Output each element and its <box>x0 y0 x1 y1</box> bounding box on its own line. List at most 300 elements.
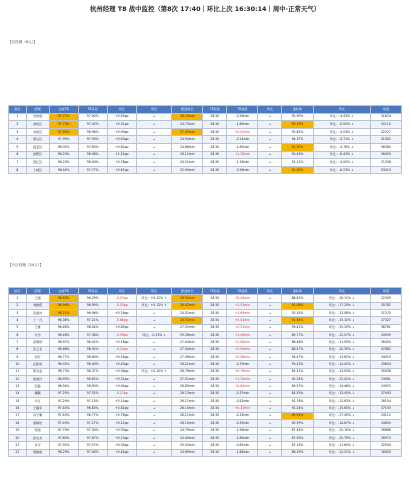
table-cell: +0.99pp <box>107 128 136 136</box>
table-cell: 2 <box>9 302 27 309</box>
table-cell: → <box>136 166 171 174</box>
table-cell: -0.24pp <box>107 346 136 353</box>
table-cell: 环比：-13.03% ↓ <box>313 368 370 375</box>
table-row[interactable] <box>9 398 402 405</box>
table-cell: 94.37% <box>282 136 313 144</box>
table-cell: 30056 <box>370 368 401 375</box>
column-header[interactable]: 准时率 <box>282 106 313 114</box>
table-cell: +0.31pp <box>107 121 136 129</box>
table-cell: 28.50 <box>203 354 227 361</box>
table-cell: → <box>136 398 171 405</box>
table-row[interactable] <box>9 361 402 368</box>
district-managers-table <box>8 105 402 174</box>
table-cell: → <box>258 143 282 151</box>
table-cell: 24.94min <box>172 136 203 144</box>
table-cell: 97.40% <box>49 412 78 419</box>
table-cell: +0.36pp <box>107 368 136 375</box>
table-cell: -1.56min <box>227 427 258 434</box>
table-cell: → <box>258 368 282 375</box>
table-cell: → <box>258 121 282 129</box>
table-cell: +0.58min <box>227 354 258 361</box>
table-cell: 环比：-3.71% ↓ <box>313 136 370 144</box>
table-cell: 24.69min <box>172 449 203 456</box>
table-cell: 28.50 <box>203 151 227 159</box>
table-cell: 环比：-13.45% ↓ <box>313 390 370 397</box>
column-header[interactable]: 排名 <box>9 106 27 114</box>
table-cell: 张磊 <box>26 383 49 390</box>
table-row[interactable] <box>9 442 402 449</box>
table-cell: 56409 <box>370 151 401 159</box>
table-cell: → <box>258 376 282 383</box>
table-cell: +0.05min <box>227 128 258 136</box>
table-cell: -0.37min <box>227 390 258 397</box>
table-cell: 16 <box>9 405 27 412</box>
table-cell: 96.77% <box>49 354 78 361</box>
column-header[interactable]: 环比 <box>313 288 370 295</box>
column-header[interactable]: 单量 <box>370 288 401 295</box>
table-cell: → <box>136 310 171 317</box>
table-cell: 刘芳 <box>26 354 49 361</box>
table-cell: 28.50 <box>203 143 227 151</box>
table-row[interactable] <box>9 427 402 434</box>
table-cell: 32544 <box>370 442 401 449</box>
table-cell: 丁一凡 <box>26 317 49 324</box>
table-header-row <box>9 288 402 295</box>
table-cell: 22309 <box>370 295 401 302</box>
table-row[interactable] <box>9 136 402 144</box>
table-row[interactable] <box>9 412 402 419</box>
table-cell: 5 <box>9 324 27 331</box>
table-cell: 97.57% <box>78 442 107 449</box>
table-row[interactable] <box>9 346 402 353</box>
table-cell: 97.00% <box>78 113 107 121</box>
table-row[interactable] <box>9 302 402 309</box>
table-cell: 28.50 <box>203 346 227 353</box>
table-cell: 91.12% <box>282 159 313 167</box>
table-cell: 26.12min <box>172 151 203 159</box>
table-row[interactable] <box>9 405 402 412</box>
table-cell: +0.03min <box>227 317 258 324</box>
column-header[interactable]: T8差值 <box>227 106 258 114</box>
table-cell: 96.63% <box>78 405 107 412</box>
table-cell: 97.99% <box>49 136 78 144</box>
table-cell: → <box>136 383 171 390</box>
table-cell: 89.77% <box>282 332 313 339</box>
column-header[interactable]: 环比 <box>258 288 282 295</box>
table-cell: 27.06min <box>172 354 203 361</box>
table-cell: 92.76% <box>282 398 313 405</box>
table-cell: 28.50 <box>203 121 227 129</box>
table-cell: → <box>258 113 282 121</box>
table-cell: → <box>258 412 282 419</box>
table-cell: 余杭区 <box>26 121 49 129</box>
table-cell: 21 <box>9 442 27 449</box>
column-header[interactable]: 排名 <box>9 288 27 295</box>
table-cell: 96.62% <box>78 376 107 383</box>
table-cell: +2.08min <box>227 339 258 346</box>
table-cell: +0.04pp <box>107 383 136 390</box>
table-cell: → <box>136 449 171 456</box>
table-cell: 97.27% <box>78 420 107 427</box>
column-header[interactable]: 环比 <box>107 288 136 295</box>
table-row[interactable] <box>9 143 402 151</box>
table-cell: 28.24min <box>172 113 203 121</box>
table-cell: 环比：-6.43% ↓ <box>313 151 370 159</box>
column-header[interactable]: 经理 <box>26 106 49 114</box>
table-row[interactable] <box>9 354 402 361</box>
table-cell: → <box>258 295 282 302</box>
table-cell: → <box>136 420 171 427</box>
table-cell: 87.45% <box>282 427 313 434</box>
table-cell: 28.50 <box>203 332 227 339</box>
table-cell: → <box>258 390 282 397</box>
table-cell: 92.90% <box>282 113 313 121</box>
table-cell: 28.50 <box>203 166 227 174</box>
table-cell: → <box>136 390 171 397</box>
table-row[interactable] <box>9 121 402 129</box>
table-cell: +0.44pp <box>107 449 136 456</box>
table-cell: -3.56min <box>227 166 258 174</box>
table-cell: 14 <box>9 390 27 397</box>
table-cell: +0.78min <box>227 368 258 375</box>
table-row[interactable] <box>9 376 402 383</box>
table-cell: 21370 <box>370 310 401 317</box>
table-cell: -1.80min <box>227 434 258 441</box>
table-cell: 13 <box>9 383 27 390</box>
table-cell: 环比：-10.11% ↓ <box>313 295 370 302</box>
table-cell: 50110 <box>370 121 401 129</box>
table-cell: → <box>136 143 171 151</box>
table-cell: 38761 <box>370 324 401 331</box>
table-cell: -0.03pp <box>107 302 136 309</box>
table-cell: 17 <box>9 412 27 419</box>
table-cell: 汪新雨 <box>26 361 49 368</box>
column-header[interactable]: 环比 <box>107 106 136 114</box>
table-cell: +0.16pp <box>107 354 136 361</box>
table-cell: 26.14min <box>172 405 203 412</box>
column-header[interactable]: 环比 <box>136 288 171 295</box>
table-cell: → <box>258 151 282 159</box>
table-cell: -0.07pp <box>107 295 136 302</box>
table-cell: → <box>258 346 282 353</box>
table-cell: 96.37% <box>78 368 107 375</box>
table-cell: 王豪 <box>26 324 49 331</box>
table-cell: 26.10min <box>172 420 203 427</box>
column-header[interactable]: 配送时长 <box>172 106 203 114</box>
table-cell: +1.49min <box>227 332 258 339</box>
column-header[interactable]: 配送时长 <box>172 288 203 295</box>
table-cell: 22 <box>9 449 27 456</box>
table-cell: -1.84min <box>227 449 258 456</box>
table-cell: 96.20% <box>49 159 78 167</box>
table-cell: 91.08% <box>282 302 313 309</box>
table-row[interactable] <box>9 390 402 397</box>
table-row[interactable] <box>9 128 402 136</box>
table-cell: 28.50 <box>203 442 227 449</box>
table-cell: → <box>258 398 282 405</box>
section-label-district-managers: 【区经理（6人）】 <box>8 40 38 44</box>
table-cell: 92.62% <box>282 128 313 136</box>
table-cell: -0.33min <box>227 412 258 419</box>
table-cell: → <box>258 442 282 449</box>
table-cell: → <box>258 159 282 167</box>
table-cell: +1.35min <box>227 376 258 383</box>
table-row[interactable] <box>9 434 402 441</box>
table-cell: 96.92% <box>78 346 107 353</box>
table-cell: -0.81min <box>227 442 258 449</box>
table-cell: 环比：-15.60% ↓ <box>313 405 370 412</box>
column-header[interactable]: 完成T8 <box>49 288 78 295</box>
table-cell: +0.82pp <box>107 405 136 412</box>
table-cell: 92.33% <box>282 310 313 317</box>
table-cell: → <box>258 128 282 136</box>
table-cell: 28.50 <box>203 434 227 441</box>
table-cell: 36360 <box>370 143 401 151</box>
table-cell: -1.18min <box>227 159 258 167</box>
table-cell: 96.29% <box>49 449 78 456</box>
table-cell: 滨江区 <box>26 159 49 167</box>
table-cell: 28.50 <box>203 390 227 397</box>
table-cell: 87.14% <box>282 442 313 449</box>
table-cell: → <box>258 405 282 412</box>
table-cell: 26.89min <box>172 383 203 390</box>
table-cell: 32227 <box>370 128 401 136</box>
table-cell: 卢红 <box>26 398 49 405</box>
table-cell: 1 <box>9 113 27 121</box>
table-cell: 上城区 <box>26 166 49 174</box>
table-cell: +0.84min <box>227 383 258 390</box>
table-cell: +0.62pp <box>107 143 136 151</box>
table-row[interactable] <box>9 449 402 456</box>
table-cell: 11 <box>9 368 27 375</box>
table-cell: 3 <box>9 310 27 317</box>
table-cell: +0.33min <box>227 405 258 412</box>
table-cell: 环比：-14.46% ↓ <box>313 383 370 390</box>
table-row[interactable] <box>9 159 402 167</box>
table-cell: 环比：-15.20% ↓ <box>313 324 370 331</box>
table-cell: 97.40% <box>49 405 78 412</box>
table-cell: 35782 <box>370 302 401 309</box>
table-cell: → <box>136 354 171 361</box>
table-row[interactable] <box>9 113 402 121</box>
table-cell: 97.73% <box>49 121 78 129</box>
table-cell: → <box>258 302 282 309</box>
table-row[interactable] <box>9 332 402 339</box>
table-cell: 97.08% <box>78 332 107 339</box>
table-cell: 4 <box>9 317 27 324</box>
table-cell: 97.49% <box>78 449 107 456</box>
table-cell: → <box>136 317 171 324</box>
table-cell: 环比：-17.40% ↓ <box>313 412 370 419</box>
table-cell: +0.13pp <box>107 434 136 441</box>
table-cell: 28.50 <box>203 376 227 383</box>
table-header-row <box>9 106 402 114</box>
table-cell: 许可 <box>26 442 49 449</box>
table-row[interactable] <box>9 166 402 174</box>
table-cell: 97.52% <box>78 390 107 397</box>
table-row[interactable] <box>9 420 402 427</box>
table-cell: 97.80% <box>49 434 78 441</box>
table-cell: -0.52min <box>227 398 258 405</box>
table-cell: 28.50 <box>203 136 227 144</box>
table-cell: → <box>136 151 171 159</box>
table-cell: -0.79min <box>227 361 258 368</box>
table-cell: 19 <box>9 427 27 434</box>
table-cell: → <box>258 136 282 144</box>
table-cell: 2 <box>9 121 27 129</box>
table-cell: 97.29% <box>49 398 78 405</box>
table-cell: 37493 <box>370 390 401 397</box>
column-header[interactable]: 环比 <box>313 106 370 114</box>
table-cell: 9 <box>9 354 27 361</box>
table-cell: 96.96% <box>49 302 78 309</box>
table-cell: 26686 <box>370 427 401 434</box>
column-header[interactable]: T8目标 <box>203 288 227 295</box>
table-cell: 5 <box>9 143 27 151</box>
table-cell: 97.25% <box>49 390 78 397</box>
table-cell: 96.96% <box>78 310 107 317</box>
table-cell: 94.47% <box>282 354 313 361</box>
table-cell: 12 <box>9 376 27 383</box>
table-cell: 98.63% <box>49 295 78 302</box>
table-row[interactable] <box>9 310 402 317</box>
table-cell: 28.50 <box>203 368 227 375</box>
column-header[interactable]: T8目标 <box>78 106 107 114</box>
table-cell: → <box>258 354 282 361</box>
table-cell: 环比：-4.00% ↓ <box>313 159 370 167</box>
table-cell: → <box>136 434 171 441</box>
table-cell: 15 <box>9 398 27 405</box>
table-cell: 26.21min <box>172 361 203 368</box>
table-cell: 环比：-4.03% ↓ <box>313 128 370 136</box>
table-cell: 魏鹏 <box>26 390 49 397</box>
table-cell: 97.77% <box>78 166 107 174</box>
table-cell: 96.92% <box>49 361 78 368</box>
table-cell: 张云龙 <box>26 346 49 353</box>
table-cell: → <box>136 346 171 353</box>
column-header[interactable]: T8差值 <box>227 288 258 295</box>
table-cell: 24.51min <box>172 159 203 167</box>
table-cell: 郑雨 <box>26 427 49 434</box>
table-cell: 96.46% <box>49 324 78 331</box>
table-cell: 24.66min <box>172 143 203 151</box>
column-header[interactable]: 环比 <box>258 106 282 114</box>
table-row[interactable] <box>9 339 402 346</box>
table-cell: 91.00% <box>282 166 313 174</box>
table-cell: 96.90% <box>78 383 107 390</box>
table-cell: +1.30min <box>227 151 258 159</box>
table-cell: 96.29% <box>78 295 107 302</box>
table-row[interactable] <box>9 317 402 324</box>
table-row[interactable] <box>9 324 402 331</box>
table-cell: 96.36% <box>49 317 78 324</box>
table-cell: 28.50 <box>203 295 227 302</box>
table-cell: 7 <box>9 339 27 346</box>
table-cell: 环比：-10.79% ↓ <box>313 434 370 441</box>
table-cell: 97.92% <box>49 442 78 449</box>
table-cell: 环比：-14.67% ↓ <box>313 420 370 427</box>
table-cell: 28.50 <box>203 324 227 331</box>
table-cell: 临安区 <box>26 143 49 151</box>
table-cell: 91.46% <box>282 317 313 324</box>
table-cell: 28.50 <box>203 159 227 167</box>
column-header[interactable]: T8目标 <box>78 288 107 295</box>
column-header[interactable]: 经理 <box>26 288 49 295</box>
table-cell: +0.85pp <box>107 324 136 331</box>
table-cell: 6 <box>9 332 27 339</box>
table-cell: 29843 <box>370 361 401 368</box>
table-cell: 27.44min <box>172 346 203 353</box>
column-header[interactable]: 准时率 <box>282 288 313 295</box>
column-header[interactable]: 完成T8 <box>49 106 78 114</box>
table-cell: → <box>258 324 282 331</box>
table-cell: -1.65min <box>227 143 258 151</box>
table-cell: -0.86pp <box>107 317 136 324</box>
table-cell: → <box>136 405 171 412</box>
table-cell: 27.52min <box>172 324 203 331</box>
table-cell: 徐美玲 <box>26 376 49 383</box>
table-cell: 王耀军 <box>26 405 49 412</box>
table-cell: 未知数 <box>26 113 49 121</box>
table-cell: 21256 <box>370 159 401 167</box>
table-cell: +0.67pp <box>107 166 136 174</box>
table-row[interactable] <box>9 368 402 375</box>
column-header[interactable]: 环比 <box>136 106 171 114</box>
table-cell: 96.20% <box>49 151 78 159</box>
table-cell: → <box>258 339 282 346</box>
table-cell: 28.54min <box>172 295 203 302</box>
table-cell: 4 <box>9 136 27 144</box>
table-cell: 86.19% <box>282 449 313 456</box>
table-cell: 27.45min <box>172 128 203 136</box>
table-cell: 23061 <box>370 376 401 383</box>
table-cell: 28.50 <box>203 302 227 309</box>
table-cell: 刘晓阳 <box>26 302 49 309</box>
table-cell: 16400 <box>370 449 401 456</box>
table-cell: 环比：-17.20% ↓ <box>313 302 370 309</box>
table-cell: 96.94% <box>49 383 78 390</box>
table-cell: 97.21% <box>78 317 107 324</box>
table-cell: 环比：+0.10% ↑ <box>136 368 171 375</box>
page-title: 杭州经理 T8 战中监控（第8次 17:40｜环比上次 16:30:14｜周中·正常天气） <box>89 5 321 13</box>
column-header[interactable]: T8目标 <box>203 106 227 114</box>
table-row[interactable] <box>9 295 402 302</box>
table-cell: 冯子墨 <box>26 412 49 419</box>
table-cell: 96.68% <box>49 346 78 353</box>
table-cell: 张振伟 <box>26 310 49 317</box>
table-cell: -0.27pp <box>107 390 136 397</box>
table-cell: 96.60% <box>78 354 107 361</box>
column-header[interactable]: 单量 <box>370 106 401 114</box>
table-cell: 8 <box>9 346 27 353</box>
table-cell: 环比：-6.23% ↓ <box>313 166 370 174</box>
table-cell: → <box>258 427 282 434</box>
table-cell: 环比：-14.41% ↓ <box>313 361 370 368</box>
table-cell: 徐静怡 <box>26 420 49 427</box>
table-row[interactable] <box>9 383 402 390</box>
table-cell: +0.78pp <box>107 159 136 167</box>
table-cell: → <box>258 310 282 317</box>
table-cell: 陈杰成 <box>26 368 49 375</box>
table-cell: → <box>258 383 282 390</box>
table-cell: 41562 <box>370 136 401 144</box>
table-cell: → <box>258 434 282 441</box>
table-cell: 28.50 <box>203 427 227 434</box>
table-row[interactable] <box>9 151 402 159</box>
table-cell: 96.49% <box>78 159 107 167</box>
table-cell: → <box>136 128 171 136</box>
table-cell: 97.72% <box>49 113 78 121</box>
